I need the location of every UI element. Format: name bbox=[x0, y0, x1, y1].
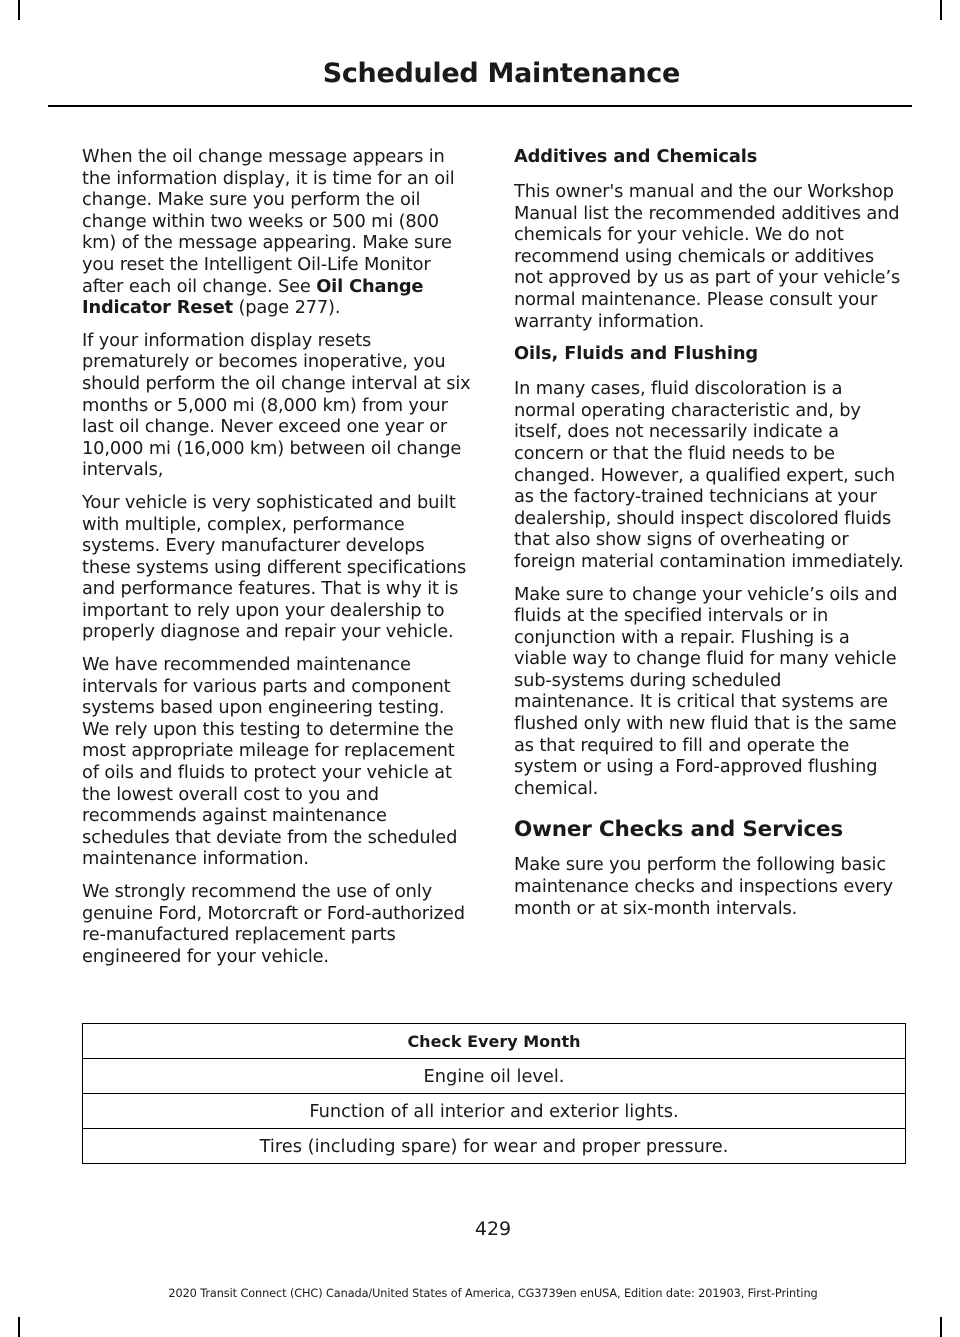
paragraph-change-fluids: Make sure to change your vehicle’s oils and fluids at the specified intervals or in conjunction with a repair. Flushing is a viable way to change fluid for many vehicle sub-systems during scheduled maintenance. It is critical that systems are flushed only with new fluid that is the same as that required to fill and operate the system or using a Ford-approved flushing chemical. bbox=[514, 583, 898, 799]
paragraph-additives: This owner's manual and the our Workshop Manual list the recommended additives and chemicals for your vehicle. We do not recommend using chemicals or additives not approved by us as part of your vehicle’s normal maintenance. Please consult your warranty information. bbox=[514, 181, 901, 332]
header-divider bbox=[48, 105, 912, 107]
check-every-month-table bbox=[82, 1023, 906, 1164]
paragraph-fluid-discoloration: In many cases, fluid discoloration is a normal operating characteristic and, by itself, does not necessarily indicate a concern or that the fluid needs to be changed. However, a qualified expert, such as the factory-trained technicians at your dealership, should inspect discolored fluids that also show signs of overheating or foreign material contamination immediately. bbox=[514, 378, 904, 572]
oil-change-indicator-reset-link[interactable]: Oil Change Indicator Reset bbox=[82, 275, 424, 319]
table-row: Tires (including spare) for wear and proper pressure. bbox=[83, 1129, 906, 1164]
right-column bbox=[514, 146, 906, 930]
table-row: Engine oil level. bbox=[83, 1059, 906, 1094]
paragraph-oil-change-message bbox=[82, 146, 474, 319]
table-row: Function of all interior and exterior lights. bbox=[83, 1094, 906, 1129]
table-header: Check Every Month bbox=[83, 1024, 906, 1059]
paragraph-genuine-parts: We strongly recommend the use of only genuine Ford, Motorcraft or Ford-authorized re-manufactured replacement parts engineered for your vehicle. bbox=[82, 881, 465, 967]
page-number: 429 bbox=[474, 1218, 512, 1240]
paragraph-display-resets: If your information display resets prematurely or becomes inoperative, you should perform the oil change interval at six months or 5,000 mi (8,000 km) from your last oil change. Never exceed one year or 10,000 mi (16,000 km) between oil change intervals, bbox=[82, 329, 471, 481]
page-title: Scheduled Maintenance bbox=[322, 58, 680, 89]
heading-additives-chemicals: Additives and Chemicals bbox=[514, 146, 758, 167]
footer-edition-info: 2020 Transit Connect (CHC) Canada/United States of America, CG3739en enUSA, Edition date: 201903, First-Printing bbox=[168, 1287, 818, 1300]
paragraph-owner-checks: Make sure you perform the following basic maintenance checks and inspections every month or at six-month intervals. bbox=[514, 854, 893, 919]
paragraph-vehicle-sophisticated: Your vehicle is very sophisticated and built with multiple, complex, performance systems. Every manufacturer develops these systems using different specifications and performance features. That is why it is important to rely upon your dealership to properly diagnose and repair your vehicle. bbox=[82, 491, 467, 643]
heading-owner-checks: Owner Checks and Services bbox=[514, 817, 843, 843]
crop-mark-top-right bbox=[940, 0, 942, 20]
crop-mark-bottom-right bbox=[940, 1317, 942, 1337]
paragraph-text: When the oil change message appears in the information display, it is time for an oil change. Make sure you perform the oil change within two weeks or 500 mi (800 km) of the message appearing. Make sure you reset the Intelligent Oil-Life Monitor after each oil change. See bbox=[82, 146, 455, 297]
crop-mark-top-left bbox=[18, 0, 20, 20]
crop-mark-bottom-left bbox=[18, 1317, 20, 1337]
left-column bbox=[82, 146, 474, 978]
paragraph-maintenance-intervals: We have recommended maintenance intervals for various parts and component systems based upon engineering testing. We rely upon this testing to determine the most appropriate mileage for replacement of oils and fluids to protect your vehicle at the lowest overall cost to you and recommends against maintenance schedules that deviate from the scheduled maintenance information. bbox=[82, 654, 458, 870]
page-reference: (page 277). bbox=[232, 297, 341, 319]
heading-oils-fluids-flushing: Oils, Fluids and Flushing bbox=[514, 343, 759, 365]
